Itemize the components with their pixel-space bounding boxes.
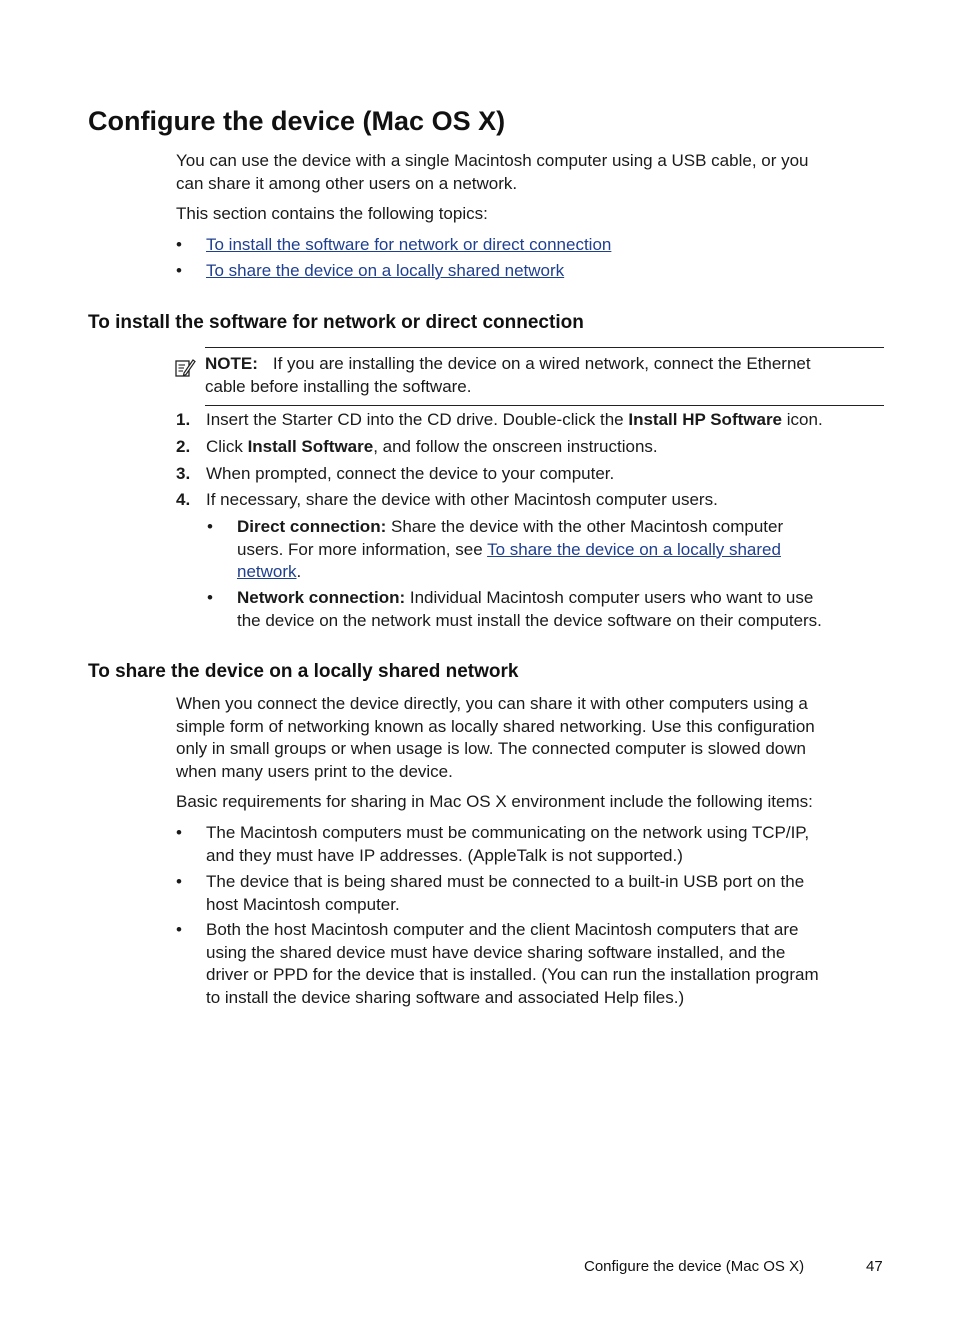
footer-section-title: Configure the device (Mac OS X) (584, 1258, 805, 1275)
note-label: NOTE: (205, 354, 258, 373)
bullet-marker: • (176, 823, 182, 842)
note-text (205, 353, 811, 398)
page-number: 47 (866, 1258, 883, 1275)
step-number: 3. (176, 464, 191, 483)
share-paragraph: When you connect the device directly, you can share it with other computers using a simple form of networking known as locally shared networking. Use this configuration only in small groups or when usage is low. The connected computer is slowed down when many users print to the device. (176, 694, 815, 781)
requirement-item: The device that is being shared must be connected to a built-in USB port on the host Macintosh computer. (206, 872, 805, 914)
intro-paragraph (176, 150, 876, 195)
bullet-marker: • (176, 261, 182, 280)
requirement-item: The Macintosh computers must be communicating on the network using TCP/IP, and they must have IP addresses. (AppleTalk is not supported.) (206, 823, 810, 865)
note-top-rule (205, 347, 884, 348)
topic-link-share-device[interactable]: To share the device on a locally shared network (206, 261, 565, 280)
step-number: 1. (176, 410, 191, 429)
sub-bullet-network-connection: Network connection: Individual Macintosh computer users who want to use the device on the network must install the device software on their computers. (237, 588, 822, 630)
note-bottom-rule (205, 405, 884, 406)
bullet-marker: • (207, 517, 213, 536)
step-1: Insert the Starter CD into the CD drive. Double-click the Install HP Software icon. (206, 410, 823, 429)
section-heading-install: To install the software for network or direct connection (88, 312, 584, 333)
section-heading-share: To share the device on a locally shared network (88, 661, 519, 682)
note-icon (174, 357, 196, 384)
sub-bullet-direct-connection: Direct connection: Share the device with the other Macintosh computer users. For more information, see To share the device on a locally shared network. (237, 517, 784, 581)
intro-line-1: You can use the device with a single Macintosh computer using a USB cable, or you (176, 151, 809, 170)
topic-link-install-software[interactable]: To install the software for network or direct connection (206, 235, 612, 254)
topics-label: This section contains the following topics: (176, 204, 488, 223)
page-title: Configure the device (Mac OS X) (88, 106, 506, 136)
step-number: 2. (176, 437, 191, 456)
direct-connection-link[interactable]: To share the device on a locally shared (487, 539, 781, 559)
bullet-marker: • (176, 235, 182, 254)
bullet-marker: • (207, 588, 213, 607)
requirements-intro: Basic requirements for sharing in Mac OS X environment include the following items: (176, 792, 813, 811)
bullet-marker: • (176, 920, 182, 939)
intro-line-2: can share it among other users on a network. (176, 173, 518, 193)
step-number: 4. (176, 490, 191, 509)
requirement-item: Both the host Macintosh computer and the client Macintosh computers that are using the shared device must have device sharing software installed, and the driver or PPD for the device that is installed. (You can run the installation program to install the device sharing software and associated Help files.) (206, 920, 819, 1007)
step-3: When prompted, connect the device to your computer. (206, 464, 615, 483)
note-line-2: cable before installing the software. (205, 376, 472, 396)
note-line-1: If you are installing the device on a wired network, connect the Ethernet (272, 354, 811, 373)
step-2: Click Install Software, and follow the onscreen instructions. (206, 437, 658, 456)
step-4: If necessary, share the device with other Macintosh computer users. (206, 490, 718, 509)
direct-connection-link-continued[interactable]: network (237, 562, 297, 581)
bullet-marker: • (176, 872, 182, 891)
